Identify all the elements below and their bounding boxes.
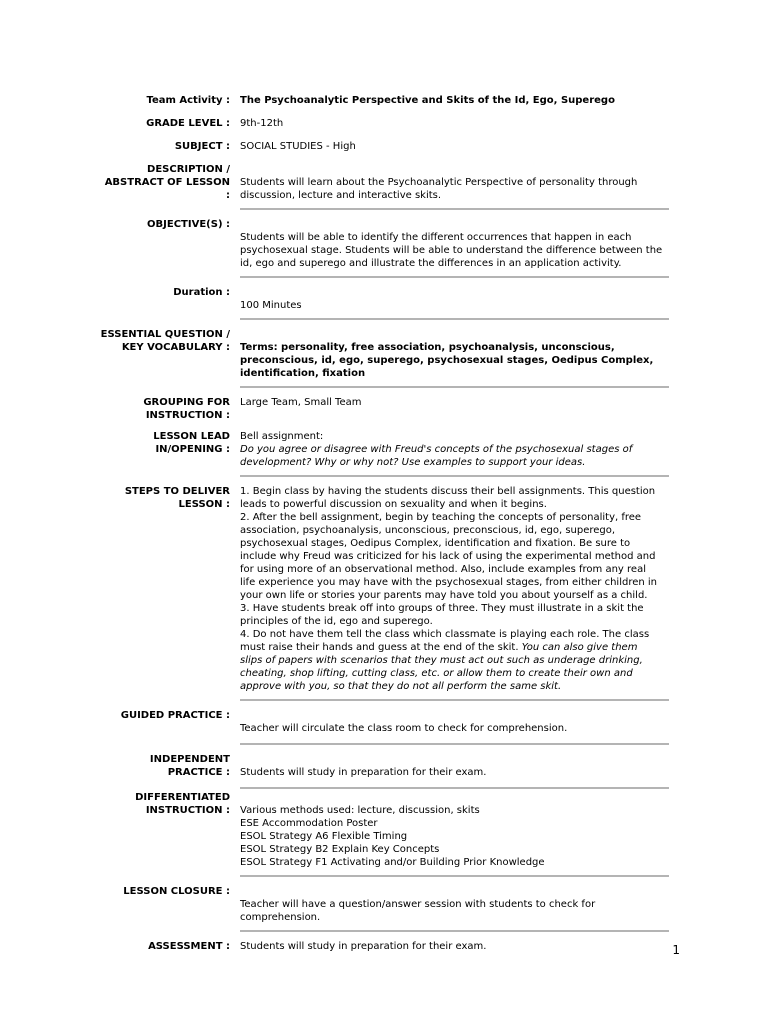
value-key-vocabulary	[240, 328, 669, 388]
label-key-vocabulary: ESSENTIAL QUESTION / KEY VOCABULARY :	[100, 329, 230, 353]
label-objectives: OBJECTIVE(S) :	[147, 219, 230, 230]
row-guided-practice	[100, 709, 680, 745]
value-differentiated-instruction	[240, 791, 669, 877]
label-grade-level: GRADE LEVEL :	[146, 118, 230, 129]
row-lesson-closure	[100, 885, 680, 932]
row-team-activity	[100, 94, 680, 107]
value-duration	[240, 286, 669, 320]
label-independent-practice: INDEPENDENT PRACTICE :	[149, 754, 230, 778]
label-duration: Duration :	[173, 287, 230, 298]
row-differentiated-instruction	[100, 791, 680, 877]
objectives-text: Students will be able to identify the different occurrences that happen in each psychosexual stage. Students will be able to understand the difference between the id, ego and superego and illustrate the differences in an application activity.	[240, 232, 663, 269]
row-key-vocabulary	[100, 328, 680, 388]
value-team-activity: The Psychoanalytic Perspective and Skits of the Id, Ego, Superego	[240, 95, 615, 106]
value-subject: SOCIAL STUDIES - High	[240, 141, 356, 152]
label-differentiated-instruction: DIFFERENTIATED INSTRUCTION :	[135, 792, 230, 816]
description-text: Students will learn about the Psychoanalytic Perspective of personality through discussion, lecture and interactive skits.	[240, 177, 638, 201]
bell-assignment-question: Do you agree or disagree with Freud's concepts of the psychosexual stages of development? Why or why not? Use examples to support your ideas.	[240, 444, 633, 468]
value-lesson-closure	[240, 885, 669, 932]
lesson-plan-document	[100, 94, 680, 953]
differentiated-instruction-text: Various methods used: lecture, discussion, skits ESE Accommodation Poster ESOL Strategy A6 Flexible Timing ESOL Strategy B2 Explain Key Concepts ESOL Strategy F1 Activating and/or Building Prior Knowledge	[240, 805, 545, 868]
label-lesson-lead-in: LESSON LEAD IN/OPENING :	[153, 431, 230, 455]
row-steps-to-deliver	[100, 485, 680, 701]
label-assessment: ASSESSMENT :	[148, 941, 230, 952]
row-description	[100, 163, 680, 210]
row-duration	[100, 286, 680, 320]
value-grouping: Large Team, Small Team	[240, 397, 362, 408]
bell-assignment-heading: Bell assignment:	[240, 431, 324, 442]
value-objectives	[240, 218, 669, 278]
independent-practice-text: Students will study in preparation for their exam.	[240, 767, 487, 778]
lesson-closure-text: Teacher will have a question/answer session with students to check for comprehension.	[240, 899, 596, 923]
row-grouping	[100, 396, 680, 422]
steps-italic-text: You can also give them slips of papers with scenarios that they must act out such as underage drinking, cheating, shop lifting, cutting class, etc. or allow them to create their own and approve with you, so that they do not all perform the same skit.	[240, 642, 643, 692]
value-independent-practice	[240, 753, 669, 789]
duration-text: 100 Minutes	[240, 300, 302, 311]
key-vocabulary-text: Terms: personality, free association, psychoanalysis, unconscious, preconscious, id, ego, superego, psychosexual stages, Oedipus Complex, identification, fixation	[240, 342, 654, 379]
label-lesson-closure: LESSON CLOSURE :	[123, 886, 230, 897]
row-grade-level	[100, 117, 680, 130]
row-independent-practice	[100, 753, 680, 789]
value-assessment: Students will study in preparation for their exam.	[240, 941, 487, 952]
label-grouping: GROUPING FOR INSTRUCTION :	[143, 397, 230, 421]
label-steps-to-deliver: STEPS TO DELIVER LESSON :	[124, 486, 230, 510]
row-objectives	[100, 218, 680, 278]
value-grade-level: 9th-12th	[240, 118, 284, 129]
row-lesson-lead-in	[100, 430, 680, 477]
page-number: 1	[672, 943, 680, 957]
guided-practice-text: Teacher will circulate the class room to check for comprehension.	[240, 723, 568, 734]
row-subject	[100, 140, 680, 153]
value-steps-to-deliver	[240, 485, 669, 701]
row-assessment	[100, 940, 680, 953]
value-description	[240, 163, 669, 210]
label-guided-practice: GUIDED PRACTICE :	[120, 710, 230, 721]
value-lesson-lead-in	[240, 430, 669, 477]
label-subject: SUBJECT :	[174, 141, 230, 152]
steps-text: 1. Begin class by having the students discuss their bell assignments. This question leads to powerful discussion on sexuality and when it begins. 2. After the bell assignment, begin by teaching the concepts of personality, free association, psychoanalysis, unconscious, preconscious, id, ego, superego, psychosexual stages, Oedipus Complex, identification and fixation. Be sure to include why Freud was criticized for his lack of using the experimental method and for using more of an observational method. Also, include examples from any real life experience you may have with the psychosexual stages, from either children in your own life or stories your parents may have told you about yourself as a child. 3. Have students break off into groups of three. They must illustrate in a skit the principles of the id, ego and superego. 4. Do not have them tell the class which classmate is playing each role. The class must raise their hands and guess at the end of the skit.	[240, 486, 658, 653]
value-guided-practice	[240, 709, 669, 745]
label-description: DESCRIPTION / ABSTRACT OF LESSON :	[104, 164, 230, 201]
label-team-activity: Team Activity :	[146, 95, 230, 106]
